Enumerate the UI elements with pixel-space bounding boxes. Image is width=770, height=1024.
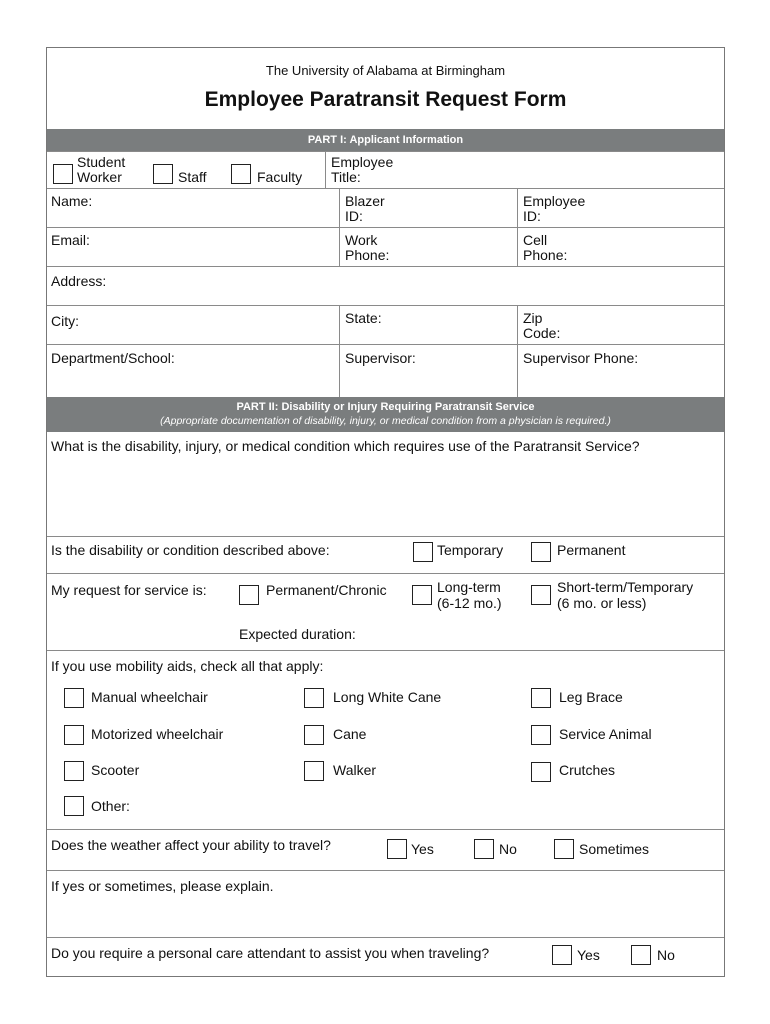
institution-name: The University of Alabama at Birmingham — [265, 63, 506, 78]
supervisor-field[interactable] — [345, 368, 517, 396]
cell-phone-label-line2: Phone: — [523, 247, 568, 263]
manual-wheelchair-checkbox[interactable] — [64, 688, 84, 708]
work-phone-label-line1: Work — [345, 232, 378, 248]
blazer-id-field[interactable] — [397, 189, 517, 227]
blazer-id-label-line2: ID: — [345, 208, 363, 224]
department-school-field[interactable] — [51, 368, 337, 396]
divider — [47, 188, 724, 189]
employee-title-field[interactable] — [377, 152, 722, 188]
attendant-yes-checkbox[interactable] — [552, 945, 572, 965]
divider — [47, 266, 724, 267]
divider — [47, 536, 724, 537]
long-white-cane-checkbox[interactable] — [304, 688, 324, 708]
faculty-label: Faculty — [257, 169, 303, 185]
divider — [339, 188, 340, 266]
form-title: Employee Paratransit Request Form — [204, 88, 567, 111]
temporary-checkbox[interactable] — [413, 542, 433, 562]
short-term-checkbox[interactable] — [531, 585, 551, 605]
divider — [339, 305, 340, 397]
cane-checkbox[interactable] — [304, 725, 324, 745]
weather-yes-label: Yes — [411, 841, 434, 857]
state-field[interactable] — [392, 306, 517, 344]
manual-wheelchair-label: Manual wheelchair — [91, 689, 208, 705]
name-field[interactable] — [117, 189, 337, 227]
part1-header — [47, 129, 724, 151]
permanent-label: Permanent — [557, 542, 626, 558]
disability-description-field[interactable] — [51, 458, 721, 534]
work-phone-label-line2: Phone: — [345, 247, 390, 263]
crutches-checkbox[interactable] — [531, 762, 551, 782]
email-field[interactable] — [117, 228, 337, 266]
name-label: Name: — [51, 193, 93, 209]
employee-id-field[interactable] — [592, 189, 722, 227]
employee-id-label-line1: Employee — [523, 193, 586, 209]
permanent-chronic-label: Permanent/Chronic — [266, 582, 387, 598]
divider — [47, 870, 724, 871]
crutches-label: Crutches — [559, 762, 616, 778]
department-school-label: Department/School: — [51, 350, 175, 366]
supervisor-phone-label: Supervisor Phone: — [523, 350, 639, 366]
employee-id-label-line2: ID: — [523, 208, 541, 224]
divider — [47, 227, 724, 228]
long-term-checkbox[interactable] — [412, 585, 432, 605]
weather-sometimes-label: Sometimes — [579, 841, 650, 857]
divider — [47, 151, 724, 152]
long-term-label-line1: Long-term — [437, 579, 501, 595]
motorized-wheelchair-label: Motorized wheelchair — [91, 726, 224, 742]
address-field[interactable] — [117, 267, 722, 305]
work-phone-field[interactable] — [397, 228, 517, 266]
attendant-yes-label: Yes — [577, 947, 600, 963]
zip-code-label-line2: Code: — [523, 325, 561, 341]
student-worker-label-line2: Worker — [77, 169, 122, 185]
long-term-label-line2: (6-12 mo.) — [437, 595, 502, 611]
motorized-wheelchair-checkbox[interactable] — [64, 725, 84, 745]
attendant-no-label: No — [657, 947, 675, 963]
weather-no-checkbox[interactable] — [474, 839, 494, 859]
divider — [47, 573, 724, 574]
attendant-no-checkbox[interactable] — [631, 945, 651, 965]
staff-checkbox[interactable] — [153, 164, 173, 184]
divider — [517, 188, 518, 266]
short-term-label-line1: Short-term/Temporary — [557, 579, 694, 595]
divider — [47, 829, 724, 830]
disability-question-label: What is the disability, injury, or medical condition which requires use of the Paratransit Service? — [51, 438, 640, 454]
walker-checkbox[interactable] — [304, 761, 324, 781]
weather-no-label: No — [499, 841, 517, 857]
divider — [517, 305, 518, 397]
paratransit-request-form — [46, 47, 725, 977]
student-worker-checkbox[interactable] — [53, 164, 73, 184]
part2-header — [47, 397, 724, 432]
short-term-label-line2: (6 mo. or less) — [557, 595, 647, 611]
other-aid-label: Other: — [91, 798, 130, 814]
other-aid-checkbox[interactable] — [64, 796, 84, 816]
cell-phone-label-line1: Cell — [523, 232, 548, 248]
part2-documentation-note: (Appropriate documentation of disability, injury, or medical condition from a physician is required.) — [160, 415, 611, 427]
supervisor-phone-field[interactable] — [523, 368, 722, 396]
other-aid-field[interactable] — [142, 794, 722, 820]
mobility-aids-label: If you use mobility aids, check all that apply: — [51, 658, 324, 674]
service-animal-checkbox[interactable] — [531, 725, 551, 745]
permanent-chronic-checkbox[interactable] — [239, 585, 259, 605]
email-label: Email: — [51, 232, 90, 248]
faculty-checkbox[interactable] — [231, 164, 251, 184]
weather-question-label: Does the weather affect your ability to travel? — [51, 837, 331, 853]
attendant-question-label: Do you require a personal care attendant to assist you when traveling? — [51, 945, 490, 961]
expected-duration-label: Expected duration: — [239, 626, 356, 642]
supervisor-label: Supervisor: — [345, 350, 416, 366]
scooter-label: Scooter — [91, 762, 140, 778]
weather-explain-field[interactable] — [51, 896, 721, 934]
temporary-label: Temporary — [437, 542, 504, 558]
service-request-label: My request for service is: — [51, 582, 207, 598]
leg-brace-checkbox[interactable] — [531, 688, 551, 708]
address-label: Address: — [51, 273, 107, 289]
zip-code-field[interactable] — [572, 306, 722, 344]
zip-code-label-line1: Zip — [523, 310, 543, 326]
permanent-checkbox[interactable] — [531, 542, 551, 562]
divider — [47, 344, 724, 345]
student-worker-label-line1: Student — [77, 154, 126, 170]
condition-duration-label: Is the disability or condition described above: — [51, 542, 330, 558]
weather-sometimes-checkbox[interactable] — [554, 839, 574, 859]
divider — [47, 937, 724, 938]
city-label: City: — [51, 313, 79, 329]
expected-duration-field[interactable] — [372, 622, 722, 648]
walker-label: Walker — [333, 762, 377, 778]
city-field[interactable] — [97, 306, 337, 344]
scooter-checkbox[interactable] — [64, 761, 84, 781]
cane-label: Cane — [333, 726, 367, 742]
blazer-id-label-line1: Blazer — [345, 193, 385, 209]
staff-label: Staff — [178, 169, 207, 185]
service-animal-label: Service Animal — [559, 726, 652, 742]
cell-phone-field[interactable] — [577, 228, 722, 266]
leg-brace-label: Leg Brace — [559, 689, 623, 705]
part2-title: PART II: Disability or Injury Requiring Paratransit Service — [236, 401, 535, 413]
weather-explain-label: If yes or sometimes, please explain. — [51, 878, 274, 894]
employee-title-label-line1: Employee — [331, 154, 394, 170]
divider — [325, 151, 326, 188]
long-white-cane-label: Long White Cane — [333, 689, 442, 705]
weather-yes-checkbox[interactable] — [387, 839, 407, 859]
employee-title-label-line2: Title: — [331, 169, 361, 185]
part1-title: PART I: Applicant Information — [307, 134, 464, 146]
state-label: State: — [345, 310, 382, 326]
divider — [47, 305, 724, 306]
divider — [47, 650, 724, 651]
